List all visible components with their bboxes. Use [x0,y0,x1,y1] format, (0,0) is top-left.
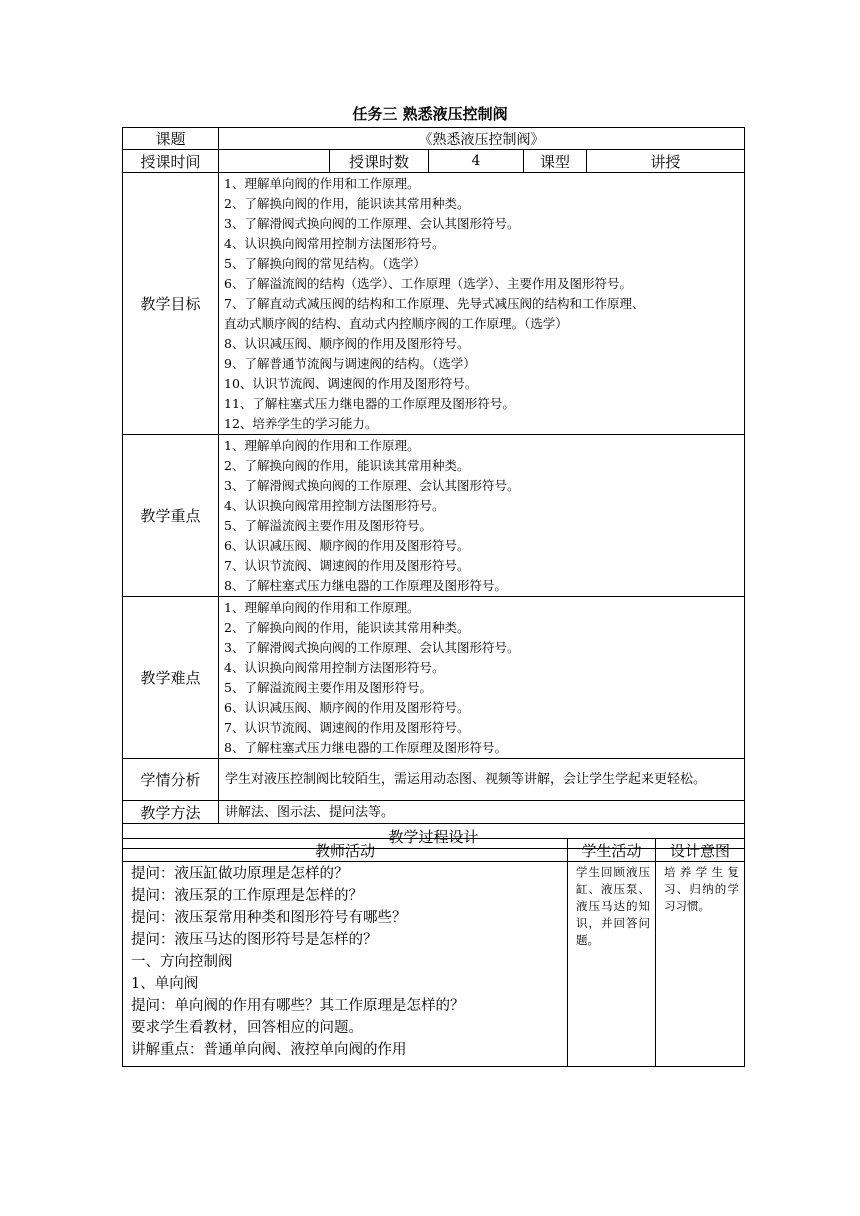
teacher-line: 提问：液压缸做功原理是怎样的？ [131,866,349,882]
topic-label: 课题 [123,128,219,150]
hours-value: 4 [429,150,524,173]
list-item: 7、了解直动式减压阀的结构和工作原理、先导式减压阀的结构和工作原理、 [224,296,645,311]
teacher-line: 一、方向控制阀 [131,954,233,970]
process-header-row [123,839,745,862]
schedule-row [123,150,745,173]
teacher-line: 要求学生看教材，回答相应的问题。 [131,1020,363,1036]
methods-row [123,801,745,824]
teacher-line: 1、单向阀 [131,976,199,992]
list-item: 2、了解换向阀的作用，能识读其常用种类。 [224,196,470,211]
key-points-list [219,435,745,597]
objectives-label: 教学目标 [123,173,219,435]
list-item: 直动式顺序阀的结构、直动式内控顺序阀的工作原理。（选学） [224,316,568,331]
methods-label: 教学方法 [123,801,219,824]
list-item: 5、了解溢流阀主要作用及图形符号。 [224,680,432,695]
teacher-line: 讲解重点：普通单向阀、液控单向阀的作用 [131,1042,407,1058]
list-item: 8、了解柱塞式压力继电器的工作原理及图形符号。 [224,578,507,593]
difficulties-row [123,597,745,759]
list-item: 4、认识换向阀常用控制方法图形符号。 [224,498,445,513]
teacher-line: 提问：液压泵的工作原理是怎样的？ [131,888,363,904]
list-item: 3、了解滑阀式换向阀的工作原理、会认其图形符号。 [224,478,520,493]
list-item: 3、了解滑阀式换向阀的工作原理、会认其图形符号。 [224,216,520,231]
analysis-label: 学情分析 [123,759,219,801]
list-item: 5、了解换向阀的常见结构。（选学） [224,256,426,271]
topic-row [123,128,745,150]
topic-value: 《熟悉液压控制阀》 [219,128,745,150]
process-title: 教学过程设计 [123,824,745,849]
teacher-activity-cell [123,862,568,1067]
teacher-line: 提问：液压马达的图形符号是怎样的？ [131,932,378,948]
teacher-line: 提问：液压泵常用种类和图形符号有哪些？ [131,910,407,926]
process-table [122,838,745,1067]
student-activity-cell: 学生回顾液压缸、液压泵、液压马达的知识，并回答问题。 [568,862,656,1067]
list-item: 1、理解单向阀的作用和工作原理。 [224,176,420,191]
list-item: 10、认识节流阀、调速阀的作用及图形符号。 [224,376,478,391]
list-item: 7、认识节流阀、调速阀的作用及图形符号。 [224,720,470,735]
difficulties-list [219,597,745,759]
type-label: 课型 [524,150,587,173]
key-points-label: 教学重点 [123,435,219,597]
list-item: 4、认识换向阀常用控制方法图形符号。 [224,660,445,675]
list-item: 12、培养学生的学习能力。 [224,416,378,431]
teacher-line: 提问：单向阀的作用有哪些？其工作原理是怎样的？ [131,998,465,1014]
analysis-text: 学生对液压控制阀比较陌生，需运用动态图、视频等讲解，会让学生学起来更轻松。 [219,759,745,801]
hours-label: 授课时数 [330,150,429,173]
list-item: 8、了解柱塞式压力继电器的工作原理及图形符号。 [224,740,507,755]
type-value: 讲授 [587,150,745,173]
list-item: 7、认识节流阀、调速阀的作用及图形符号。 [224,558,470,573]
list-item: 6、认识减压阀、顺序阀的作用及图形符号。 [224,700,470,715]
list-item: 1、理解单向阀的作用和工作原理。 [224,600,420,615]
process-content-row [123,862,745,1067]
list-item: 1、理解单向阀的作用和工作原理。 [224,438,420,453]
list-item: 2、了解换向阀的作用，能识读其常用种类。 [224,620,470,635]
list-item: 3、了解滑阀式换向阀的工作原理、会认其图形符号。 [224,640,520,655]
difficulties-label: 教学难点 [123,597,219,759]
list-item: 11、了解柱塞式压力继电器的工作原理及图形符号。 [224,396,515,411]
student-activity-header: 学生活动 [568,839,656,862]
objectives-row [123,173,745,435]
design-intent-cell: 培养学生复习、归纳的学习习惯。 [656,862,745,1067]
time-label: 授课时间 [123,150,219,173]
list-item: 8、认识减压阀、顺序阀的作用及图形符号。 [224,336,470,351]
time-value [219,150,330,173]
list-item: 5、了解溢流阀主要作用及图形符号。 [224,518,432,533]
key-points-row [123,435,745,597]
methods-text: 讲解法、图示法、提问法等。 [219,801,745,824]
list-item: 2、了解换向阀的作用，能识读其常用种类。 [224,458,470,473]
list-item: 6、认识减压阀、顺序阀的作用及图形符号。 [224,538,470,553]
lesson-plan-table [122,127,745,849]
design-intent-header: 设计意图 [656,839,745,862]
document-title: 任务三 熟悉液压控制阀 [352,105,508,123]
objectives-list [219,173,745,435]
list-item: 9、了解普通节流阀与调速阀的结构。（选学） [224,356,476,371]
list-item: 6、了解溢流阀的结构（选学）、工作原理（选学）、主要作用及图形符号。 [224,276,632,291]
teacher-activity-header: 教师活动 [123,839,568,862]
list-item: 4、认识换向阀常用控制方法图形符号。 [224,236,445,251]
analysis-row [123,759,745,801]
